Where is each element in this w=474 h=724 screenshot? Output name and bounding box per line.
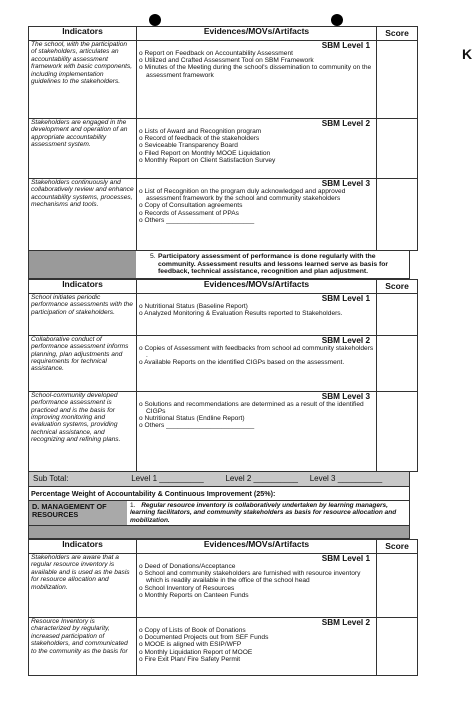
principle-5-row [28, 251, 410, 279]
list-item: o Monthly Report on Client Satisfaction Survey [139, 157, 374, 164]
score-cell[interactable] [377, 119, 418, 179]
table-header [29, 540, 418, 554]
list-item: o School Inventory of Resources [139, 585, 374, 592]
score-cell[interactable] [377, 335, 418, 391]
subtotal-level-1[interactable]: Level 1 __________ [131, 473, 204, 483]
list-item: o Records of Assessment of PPAs [139, 210, 374, 217]
section-c-table [28, 26, 418, 251]
list-item: o Copy of Consultation agreements [139, 202, 374, 209]
table-row [29, 179, 418, 251]
list-item: o Fire Exit Plan/ Fire Safety Permit [139, 656, 374, 663]
list-item: o Copy of Lists of Book of Donations [139, 627, 374, 634]
header-indicators: Indicators [29, 279, 137, 293]
sbm-level-label: SBM Level 3 [321, 391, 370, 401]
evidence-cell [137, 119, 377, 179]
table-row [29, 119, 418, 179]
header-evidences: Evidences/MOVs/Artifacts [137, 540, 377, 554]
list-item: o Monthly Reports on Canteen Funds [139, 592, 374, 599]
indicator-cell: Stakeholders are aware that a regular resource inventory is available and is used as the basis for resource allocation and mobilization. [29, 554, 137, 618]
table-header [29, 27, 418, 41]
shaded-divider [28, 526, 410, 539]
list-item: o Documented Projects out from SEF Funds [139, 634, 374, 641]
sbm-level-label: SBM Level 2 [321, 618, 370, 627]
sbm-assessment-page [28, 26, 410, 676]
list-item: o Available Reports on the identified CIGPs based on the assessment. [139, 359, 374, 366]
table-row [29, 618, 418, 676]
principle-5-table [28, 279, 418, 472]
list-item: o Record of feedback of the stakeholders [139, 135, 374, 142]
list-item: o Others ________________________ [139, 217, 374, 224]
indicator-cell: Stakeholders are engaged in the development and operation of an appropriate accountability assessment system. [29, 119, 137, 179]
punch-hole-left [149, 14, 161, 26]
list-item: o Monthly Liquidation Report of MOOE [139, 649, 374, 656]
header-evidences: Evidences/MOVs/Artifacts [137, 279, 377, 293]
header-evidences: Evidences/MOVs/Artifacts [137, 27, 377, 41]
percentage-weight-row: Percentage Weight of Accountability & Continuous Improvement (25%): [28, 487, 410, 501]
section-d-row [28, 501, 410, 526]
list-item: o Minutes of the Meeting during the school's dissemination to community on the assessment framework [139, 64, 374, 78]
shaded-cell [29, 251, 136, 278]
header-score: Score [377, 279, 418, 293]
indicator-cell: School initiates periodic performance assessments with the participation of stakeholders. [29, 293, 137, 335]
list-item: o List of Recognition on the program duly acknowledged and approved assessment framework by the school and community stakeholders [139, 188, 374, 202]
score-cell[interactable] [377, 41, 418, 119]
header-indicators: Indicators [29, 540, 137, 554]
subtotal-level-3[interactable]: Level 3 __________ [309, 473, 383, 483]
section-d-title: D. MANAGEMENT OF RESOURCES [29, 501, 127, 525]
sbm-level-label: SBM Level 3 [321, 179, 370, 188]
subtotal-label: Sub Total: [33, 473, 69, 483]
list-item: o Deed of Donations/Acceptance [139, 563, 374, 570]
indicator-cell: The school, with the participation of stakeholders, articulates an accountability assessment framework with basic components, including implementation guidelines to the stakeholders. [29, 41, 137, 119]
sbm-level-label: SBM Level 2 [321, 119, 370, 128]
header-indicators: Indicators [29, 27, 137, 41]
score-cell[interactable] [377, 618, 418, 676]
sbm-level-label: SBM Level 1 [321, 554, 370, 563]
table-header [29, 279, 418, 293]
evidence-cell [137, 41, 377, 119]
subtotal-level-2[interactable]: Level 2 __________ [225, 473, 298, 483]
indicator-cell: Stakeholders continuously and collaboratively review and enhance accountability systems, processes, mechanisms and tools. [29, 179, 137, 251]
score-cell[interactable] [377, 554, 418, 618]
table-row [29, 293, 418, 335]
list-item: o Seviceable Transparency Board [139, 142, 374, 149]
list-item: o School and community stakeholders are furnished with resource inventory which is readily available in the office of the school head [139, 570, 374, 584]
table-row [29, 335, 418, 391]
section-d1-table [28, 539, 418, 676]
section-d-statement [127, 501, 409, 525]
list-item: o Nutritional Status (Endline Report) [139, 415, 374, 422]
evidence-cell [137, 179, 377, 251]
margin-mark: K [462, 46, 473, 62]
statement-text: Regular resource inventory is collaboratively undertaken by learning managers, learning facilitators, and community stakeholders as basis for resource allocation and mobilization. [130, 501, 397, 524]
list-item: o Nutritional Status (Baseline Report) [139, 303, 374, 310]
list-item: o Analyzed Monitoring & Evaluation Results reported to Stakeholders. [139, 310, 374, 317]
sbm-level-label: SBM Level 1 [321, 41, 370, 50]
evidence-cell [137, 391, 377, 471]
evidence-cell [137, 618, 377, 676]
sbm-level-label: SBM Level 1 [321, 293, 370, 303]
score-cell[interactable] [377, 293, 418, 335]
statement-number: 5. [150, 253, 156, 260]
score-cell[interactable] [377, 391, 418, 471]
punch-hole-right [331, 14, 343, 26]
list-item: o Filed Report on Monthly MOOE Liquidation [139, 150, 374, 157]
list-item: o Lists of Award and Recognition program [139, 128, 374, 135]
evidence-cell [137, 335, 377, 391]
table-row [29, 391, 418, 471]
subtotal-row [28, 472, 410, 487]
list-item: o Copies of Assessment with feedbacks from school ad community stakeholders . [139, 345, 374, 359]
list-item: o Solutions and recommendations are determined as a result of the identified CIGPs [139, 401, 374, 415]
score-cell[interactable] [377, 179, 418, 251]
sbm-level-label: SBM Level 2 [321, 335, 370, 345]
table-row [29, 554, 418, 618]
evidence-cell [137, 554, 377, 618]
header-score: Score [377, 540, 418, 554]
list-item: o Others ________________________ [139, 422, 374, 429]
table-row [29, 41, 418, 119]
principle-5-statement [136, 251, 409, 278]
list-item: o Utilized and Crafted Assessment Tool on SBM Framework [139, 57, 374, 64]
list-item: o MOOE is aligned with ESIP/WFP [139, 641, 374, 648]
indicator-cell: Collaborative conduct of performance assessment informs planning, plan adjustments and requirements for technical assistance. [29, 335, 137, 391]
statement-number: 1. [130, 501, 136, 509]
evidence-cell [137, 293, 377, 335]
indicator-cell: Resource Inventory is characterized by regularity, increased participation of stakeholders, and communicated to the community as the basis for [29, 618, 137, 676]
statement-text: Participatory assessment of performance is done regularly with the community. Assessment results and lessons learned serve as basis for feedback, technical assistance, recognition and plan adjustment. [158, 253, 389, 276]
list-item: o Report on Feedback on Accountability Assessment [139, 50, 374, 57]
indicator-cell: School-community developed performance assessment is practiced and is the basis for improving monitoring and evaluation systems, providing technical assistance, and recognizing and refining plans. [29, 391, 137, 471]
header-score: Score [377, 27, 418, 41]
